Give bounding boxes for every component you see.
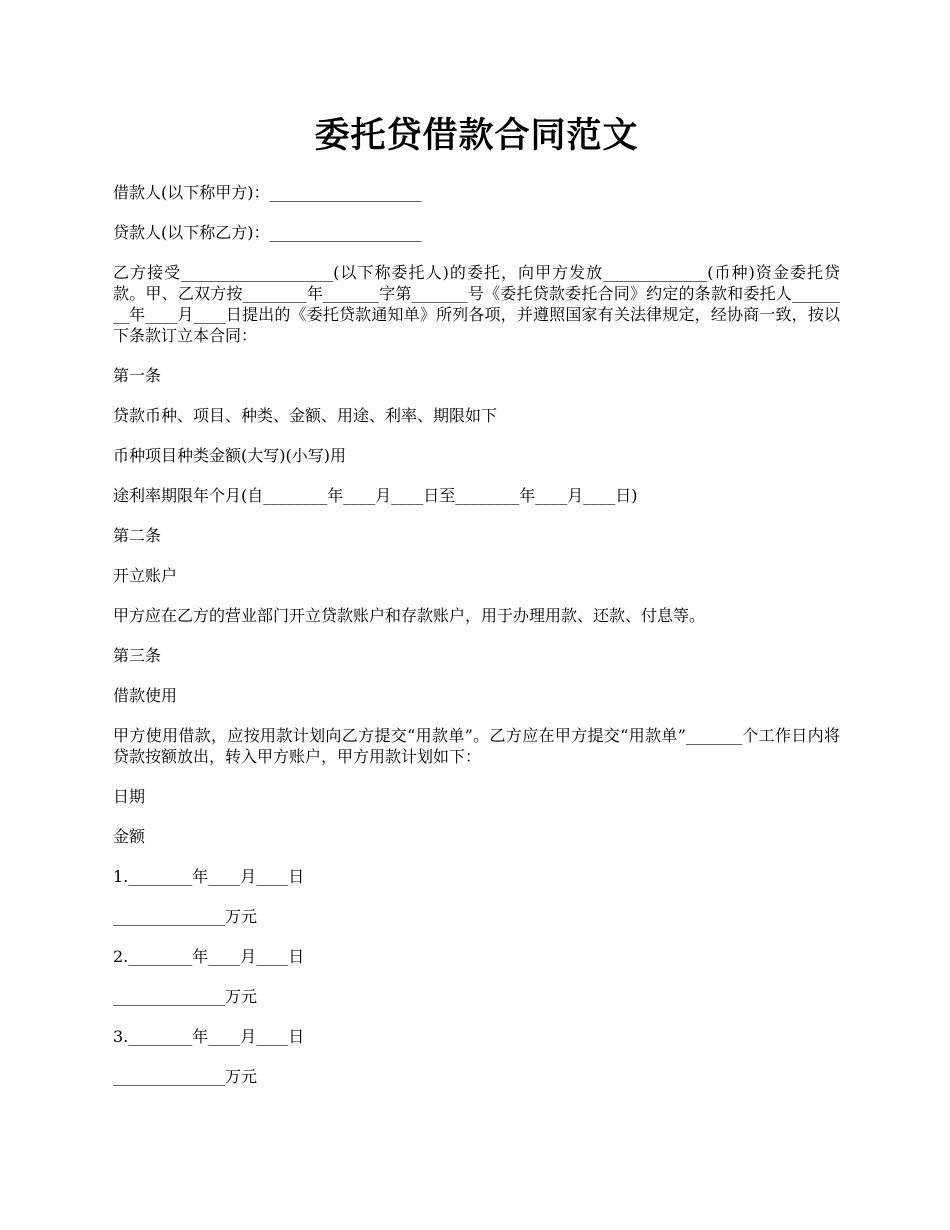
schedule-date-label: 日期 xyxy=(113,787,146,806)
schedule-amount-3: ______________万元 xyxy=(113,1067,258,1086)
schedule-amount-1: ______________万元 xyxy=(113,907,258,926)
document-page xyxy=(113,110,840,1106)
document-title: 委托贷借款合同范文 xyxy=(314,115,639,156)
schedule-date-3: 3.________年____月____日 xyxy=(113,1027,305,1046)
loan-fields-line-1: 币种项目种类金额(大写)(小写)用 xyxy=(113,446,346,465)
schedule-amount-label: 金额 xyxy=(113,827,146,846)
schedule-date-2: 2.________年____月____日 xyxy=(113,947,305,966)
schedule-amount-2: ______________万元 xyxy=(113,987,258,1006)
preamble-paragraph: 乙方接受___________________(以下称委托人)的委托，向甲方发放_____________(币种)资金委托贷款。甲、乙双方按________年_______字第_______号《委托贷款委托合同》约定的条款和委托人________年____月____日提出的《委托贷款通知单》所列各项，并遵照国家有关法律规定，经协商一致，按以下条款订立本合同： xyxy=(113,263,840,345)
article-2-subtitle: 开立账户 xyxy=(113,566,178,585)
article-2-heading: 第二条 xyxy=(113,526,162,545)
schedule-date-1: 1.________年____月____日 xyxy=(113,867,305,886)
article-3-subtitle: 借款使用 xyxy=(113,686,178,705)
article-1-heading: 第一条 xyxy=(113,366,162,385)
article-1-subtitle: 贷款币种、项目、种类、金额、用途、利率、期限如下 xyxy=(113,406,498,425)
article-3-body: 甲方使用借款，应按用款计划向乙方提交“用款单”。乙方应在甲方提交“用款单”_______个工作日内将贷款按额放出，转入甲方账户，甲方用款计划如下： xyxy=(113,726,840,766)
borrower-line: 借款人(以下称甲方)：___________________ xyxy=(113,183,422,202)
loan-fields-line-2: 途利率期限年个月(自________年____月____日至________年____月____日) xyxy=(113,486,638,505)
article-3-heading: 第三条 xyxy=(113,646,162,665)
article-2-body: 甲方应在乙方的营业部门开立贷款账户和存款账户，用于办理用款、还款、付息等。 xyxy=(113,606,706,625)
lender-line: 贷款人(以下称乙方)：___________________ xyxy=(113,223,422,242)
